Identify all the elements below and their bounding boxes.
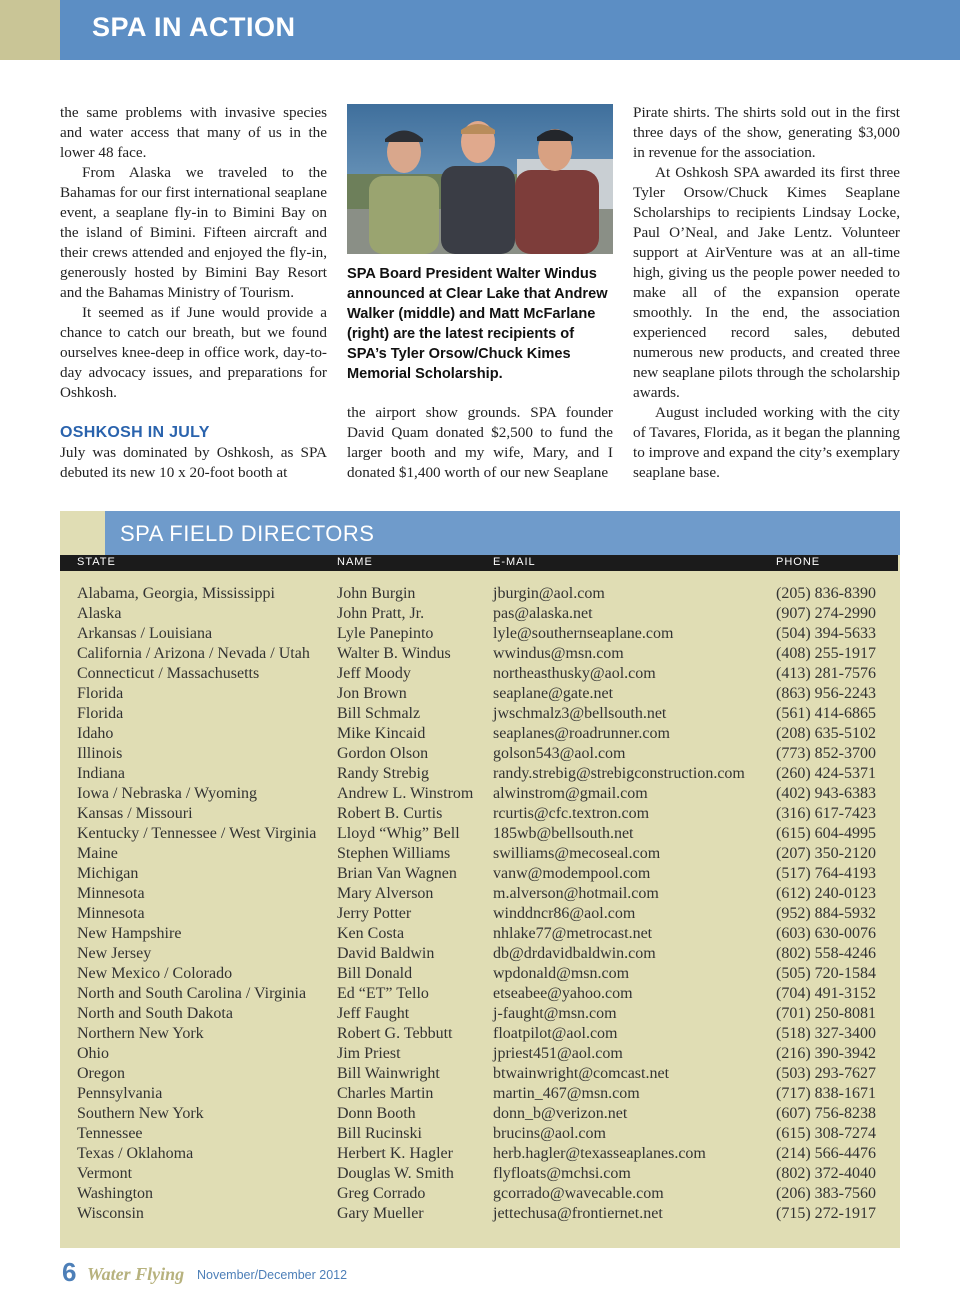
director-name: Bill Rucinski	[337, 1125, 422, 1142]
director-phone: (704) 491-3152	[776, 985, 876, 1002]
table-row	[0, 804, 960, 824]
table-row	[0, 1164, 960, 1184]
director-phone: (205) 836-8390	[776, 585, 876, 602]
director-name: Randy Strebig	[337, 765, 429, 782]
director-phone: (518) 327-3400	[776, 1025, 876, 1042]
director-state: Wisconsin	[77, 1205, 144, 1222]
director-state: Southern New York	[77, 1105, 204, 1122]
director-phone: (615) 604-4995	[776, 825, 876, 842]
director-state: Arkansas / Louisiana	[77, 625, 213, 642]
director-email: m.alverson@hotmail.com	[493, 885, 659, 902]
director-state: New Hampshire	[77, 925, 182, 942]
director-name: Herbert K. Hagler	[337, 1145, 453, 1162]
director-phone: (503) 293-7627	[776, 1065, 876, 1082]
director-name: Ed “ET” Tello	[337, 985, 429, 1002]
table-row	[0, 644, 960, 664]
column-header-email: E-MAIL	[493, 556, 536, 568]
section-title: SPA IN ACTION	[92, 12, 296, 42]
director-email: wpdonald@msn.com	[493, 965, 630, 982]
director-name: Jeff Faught	[337, 1005, 410, 1022]
director-email: herb.hagler@texasseaplanes.com	[493, 1145, 706, 1162]
table-row	[0, 764, 960, 784]
table-row	[0, 1124, 960, 1144]
director-email: lyle@southernseaplane.com	[493, 625, 674, 642]
director-phone: (612) 240-0123	[776, 885, 876, 902]
director-name: Bill Donald	[337, 965, 413, 982]
table-row	[0, 624, 960, 644]
table-row	[0, 844, 960, 864]
director-name: Jim Priest	[337, 1045, 401, 1062]
paragraph: Pirate shirts. The shirts sold out in the first three days of the show, generating $3,000 in revenue for the association.	[633, 104, 900, 161]
paragraph: July was dominated by Oshkosh, as SPA debuted its new 10 x 20-foot booth at	[60, 444, 327, 481]
director-email: jburgin@aol.com	[493, 585, 605, 602]
subheading: OSHKOSH IN JULY	[60, 424, 210, 441]
director-state: Texas / Oklahoma	[77, 1145, 194, 1162]
director-email: martin_467@msn.com	[493, 1085, 640, 1102]
director-email: 185wb@bellsouth.net	[493, 825, 634, 842]
table-row	[0, 584, 960, 604]
director-name: Lloyd “Whig” Bell	[337, 825, 460, 842]
column-header-name: NAME	[337, 556, 373, 568]
director-email: etseabee@yahoo.com	[493, 985, 633, 1002]
director-email: alwinstrom@gmail.com	[493, 785, 648, 802]
director-state: Northern New York	[77, 1025, 204, 1042]
table-row	[0, 1024, 960, 1044]
director-email: nhlake77@metrocast.net	[493, 925, 653, 942]
paragraph: the same problems with invasive species and water access that many of us in the lower 48 face.	[60, 104, 327, 161]
director-name: Mike Kincaid	[337, 725, 426, 742]
director-phone: (802) 372-4040	[776, 1165, 876, 1182]
director-phone: (907) 274-2990	[776, 605, 876, 622]
director-state: New Mexico / Colorado	[77, 965, 233, 982]
director-name: Charles Martin	[337, 1085, 434, 1102]
page-number: 6	[62, 1257, 77, 1287]
table-row	[0, 864, 960, 884]
director-email: jpriest451@aol.com	[493, 1045, 623, 1062]
director-state: Connecticut / Massachusetts	[77, 665, 260, 682]
table-row	[0, 904, 960, 924]
director-email: jwschmalz3@bellsouth.net	[493, 705, 667, 722]
director-phone: (603) 630-0076	[776, 925, 876, 942]
director-state: North and South Carolina / Virginia	[77, 985, 307, 1002]
director-email: j-faught@msn.com	[493, 1005, 617, 1022]
director-state: Minnesota	[77, 885, 145, 902]
director-email: randy.strebig@strebigconstruction.com	[493, 765, 745, 782]
director-phone: (863) 956-2243	[776, 685, 876, 702]
director-phone: (206) 383-7560	[776, 1185, 876, 1202]
director-name: Ken Costa	[337, 925, 405, 942]
paragraph: the airport show grounds. SPA founder David Quam donated $2,500 to fund the larger booth and my wife, Mary, and I donated $1,400 worth of our new Seaplane	[347, 404, 613, 481]
table-row	[0, 824, 960, 844]
director-email: btwainwright@comcast.net	[493, 1065, 670, 1082]
director-phone: (802) 558-4246	[776, 945, 876, 962]
director-email: flyfloats@mchsi.com	[493, 1165, 631, 1182]
table-row	[0, 704, 960, 724]
director-phone: (715) 272-1917	[776, 1205, 876, 1222]
director-phone: (316) 617-7423	[776, 805, 876, 822]
table-row	[0, 724, 960, 744]
director-email: brucins@aol.com	[493, 1125, 606, 1142]
director-email: winddncr86@aol.com	[493, 905, 636, 922]
director-email: donn_b@verizon.net	[493, 1105, 628, 1122]
table-row	[0, 1144, 960, 1164]
publication-name: Water Flying	[87, 1264, 185, 1284]
director-state: Maine	[77, 845, 118, 862]
director-name: Donn Booth	[337, 1105, 416, 1122]
director-phone: (260) 424-5371	[776, 765, 876, 782]
table-row	[0, 1044, 960, 1064]
table-row	[0, 604, 960, 624]
director-name: Robert B. Curtis	[337, 805, 443, 822]
director-state: Minnesota	[77, 905, 145, 922]
director-name: Jeff Moody	[337, 665, 411, 682]
table-row	[0, 964, 960, 984]
director-email: floatpilot@aol.com	[493, 1025, 618, 1042]
director-state: Idaho	[77, 725, 114, 742]
table-row	[0, 1004, 960, 1024]
column-header-phone: PHONE	[776, 556, 821, 568]
director-state: Indiana	[77, 765, 125, 782]
director-email: golson543@aol.com	[493, 745, 626, 762]
table-row	[0, 1064, 960, 1084]
paragraph: From Alaska we traveled to the Bahamas for our first international seaplane event, a seaplane fly-in to Bimini Bay on the island of Bimini. Fifteen aircraft and their crews attended and enjoyed the fly-in, generously hosted by Bimini Bay Resort and the Bahamas Ministry of Tourism.	[60, 164, 327, 301]
director-name: Douglas W. Smith	[337, 1165, 454, 1182]
table-row	[0, 1184, 960, 1204]
director-name: Robert G. Tebbutt	[337, 1025, 453, 1042]
director-state: Kansas / Missouri	[77, 805, 193, 822]
directors-table	[0, 584, 960, 1224]
director-name: Gordon Olson	[337, 745, 429, 762]
director-phone: (413) 281-7576	[776, 665, 876, 682]
director-name: Bill Schmalz	[337, 705, 421, 722]
director-state: Vermont	[77, 1165, 133, 1182]
director-state: Alaska	[77, 605, 122, 622]
director-name: Mary Alverson	[337, 885, 434, 902]
director-phone: (701) 250-8081	[776, 1005, 876, 1022]
director-name: Jon Brown	[337, 685, 407, 702]
director-name: Andrew L. Winstrom	[337, 785, 474, 802]
table-row	[0, 884, 960, 904]
paragraph: It seemed as if June would provide a chance to catch our breath, but we found ourselves knee-deep in office work, day-to-day advocacy issues, and preparations for Oshkosh.	[60, 304, 327, 401]
director-name: Greg Corrado	[337, 1185, 426, 1202]
table-row	[0, 684, 960, 704]
header-accent-block	[0, 0, 60, 60]
director-name: John Burgin	[337, 585, 416, 602]
director-phone: (717) 838-1671	[776, 1085, 876, 1102]
director-name: Walter B. Windus	[337, 645, 451, 662]
photo-caption: SPA Board President Walter Windus announced at Clear Lake that Andrew Walker (middle) and Matt McFarlane (right) are the latest recipients of SPA’s Tyler Orsow/Chuck Kimes Memorial Scholarship.	[347, 266, 608, 382]
director-phone: (408) 255-1917	[776, 645, 876, 662]
issue-date: November/December 2012	[197, 1268, 348, 1282]
director-email: wwindus@msn.com	[493, 645, 624, 662]
director-phone: (504) 394-5633	[776, 625, 876, 642]
director-email: rcurtis@cfc.textron.com	[493, 805, 650, 822]
director-state: Alabama, Georgia, Mississippi	[77, 585, 275, 602]
director-phone: (216) 390-3942	[776, 1045, 876, 1062]
director-phone: (615) 308-7274	[776, 1125, 876, 1142]
column-header-state: STATE	[77, 556, 116, 568]
director-state: Tennessee	[77, 1125, 143, 1142]
director-state: Washington	[77, 1185, 154, 1202]
table-row	[0, 1204, 960, 1224]
table-row	[0, 744, 960, 764]
director-state: Oregon	[77, 1065, 125, 1082]
director-name: Brian Van Wagnen	[337, 865, 457, 882]
director-email: gcorrado@wavecable.com	[493, 1185, 664, 1202]
paragraph: August included working with the city of Tavares, Florida, as it began the planning to improve and expand the city’s exemplary seaplane base.	[633, 404, 900, 481]
director-email: pas@alaska.net	[493, 605, 593, 622]
director-name: Bill Wainwright	[337, 1065, 440, 1082]
director-phone: (402) 943-6383	[776, 785, 876, 802]
director-name: John Pratt, Jr.	[337, 605, 425, 622]
article-column-3	[633, 103, 900, 483]
director-email: seaplane@gate.net	[493, 685, 614, 702]
director-state: Kentucky / Tennessee / West Virginia	[77, 825, 317, 842]
director-name: Stephen Williams	[337, 845, 451, 862]
director-name: Gary Mueller	[337, 1205, 424, 1222]
director-email: db@drdavidbaldwin.com	[493, 945, 656, 962]
director-name: Jerry Potter	[337, 905, 412, 922]
table-row	[0, 664, 960, 684]
director-email: jettechusa@frontiernet.net	[493, 1205, 663, 1222]
director-email: seaplanes@roadrunner.com	[493, 725, 670, 742]
table-row	[0, 784, 960, 804]
director-email: vanw@modempool.com	[493, 865, 651, 882]
director-phone: (607) 756-8238	[776, 1105, 876, 1122]
director-email: northeasthusky@aol.com	[493, 665, 656, 682]
director-state: New Jersey	[77, 945, 152, 962]
director-state: Michigan	[77, 865, 139, 882]
director-phone: (517) 764-4193	[776, 865, 876, 882]
table-row	[0, 984, 960, 1004]
director-name: Lyle Panepinto	[337, 625, 434, 642]
director-phone: (505) 720-1584	[776, 965, 876, 982]
director-state: Ohio	[77, 1045, 109, 1062]
director-name: David Baldwin	[337, 945, 435, 962]
director-state: Iowa / Nebraska / Wyoming	[77, 785, 258, 802]
table-row	[0, 944, 960, 964]
director-phone: (773) 852-3700	[776, 745, 876, 762]
director-phone: (561) 414-6865	[776, 705, 876, 722]
director-phone: (952) 884-5932	[776, 905, 876, 922]
director-email: swilliams@mecoseal.com	[493, 845, 661, 862]
director-phone: (214) 566-4476	[776, 1145, 876, 1162]
table-row	[0, 1104, 960, 1124]
director-phone: (208) 635-5102	[776, 725, 876, 742]
director-state: Florida	[77, 685, 124, 702]
photo-scholarship-recipients	[347, 104, 613, 254]
director-state: Florida	[77, 705, 124, 722]
directors-column-headers	[60, 555, 898, 571]
article-column-1	[60, 103, 327, 483]
table-row	[0, 1084, 960, 1104]
directors-title: SPA FIELD DIRECTORS	[120, 521, 375, 546]
director-state: North and South Dakota	[77, 1005, 233, 1022]
table-row	[0, 924, 960, 944]
director-phone: (207) 350-2120	[776, 845, 876, 862]
director-state: Illinois	[77, 745, 123, 762]
director-state: California / Arizona / Nevada / Utah	[77, 645, 310, 662]
paragraph: At Oshkosh SPA awarded its first three Tyler Orsow/Chuck Kimes Seaplane Scholarships to recipients Lindsay Locke, Paul O’Neal, and Jake Lentz. Volunteer support at AirVenture was at an all-time high, giving us the people power needed to make all of the expansion operate smoothly. In the end, the association experienced record sales, debuted numerous new products, and created three new seaplane pilots through the scholarship awards.	[633, 164, 900, 401]
director-state: Pennsylvania	[77, 1085, 163, 1102]
